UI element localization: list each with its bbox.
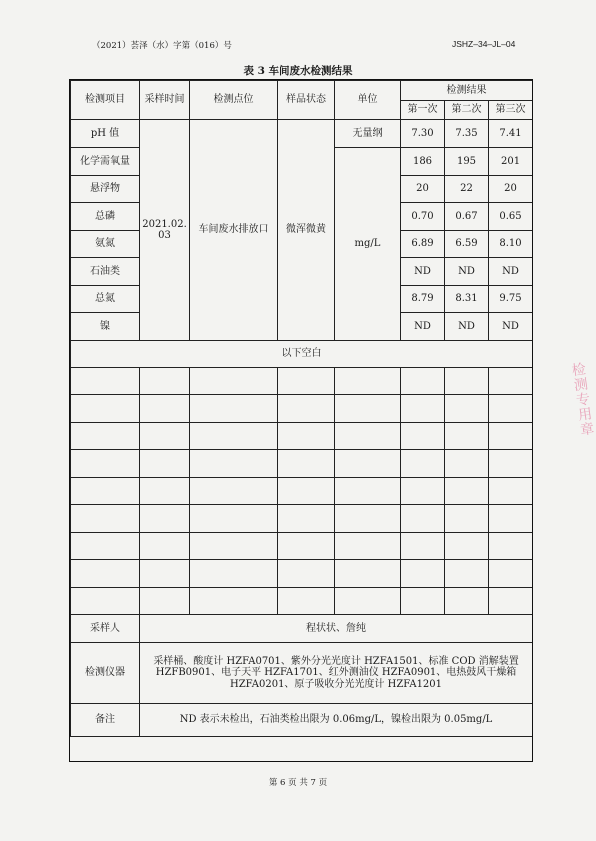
header-results: 检测结果 [401,81,533,101]
value-third: 9.75 [489,286,533,313]
header-third: 第三次 [489,101,533,120]
value-second: 0.67 [445,203,489,231]
header-item: 检测项目 [71,81,140,120]
value-third: ND [489,258,533,286]
sample-point: 车间废水排放口 [190,120,278,341]
sampler-label: 采样人 [71,615,140,643]
sample-time: 2021.02.03 [140,120,190,341]
empty-row [71,368,533,395]
document-number: （2021）荟泽（水）字第（016）号 [92,41,232,51]
empty-row [71,450,533,478]
empty-row [71,533,533,560]
row-item: 悬浮物 [71,176,140,203]
table-title: 表 3 车间废水检测结果 [243,65,353,77]
value-first: 8.79 [401,286,445,313]
value-first: 0.70 [401,203,445,231]
value-first: ND [401,258,445,286]
page-number: 第 6 页 共 7 页 [268,778,328,788]
value-first: 186 [401,148,445,176]
blank-below-note: 以下空白 [71,341,533,368]
seal-stamp: 检测专用章 [568,361,596,438]
value-second: 8.31 [445,286,489,313]
value-second: 6.59 [445,231,489,258]
value-first: 6.89 [401,231,445,258]
value-second: ND [445,258,489,286]
row-item: 氨氮 [71,231,140,258]
header-unit: 单位 [335,81,401,120]
value-first: ND [401,313,445,341]
form-code: JSHZ–34–JL–04 [452,39,516,49]
value-first: 20 [401,176,445,203]
unit-mgl: mg/L [335,148,401,341]
row-item: 总磷 [71,203,140,231]
value-second: 195 [445,148,489,176]
empty-row [71,505,533,533]
value-third: 201 [489,148,533,176]
value-third: 7.41 [489,120,533,148]
empty-row [71,478,533,505]
row-item: 化学需氧量 [71,148,140,176]
instrument-value: 采样桶、酸度计 HZFA0701、紫外分光光度计 HZFA1501、标准 COD 消解装置 HZFB0901、电子天平 HZFA1701、红外测油仪 HZFA0901、电热鼓风干燥箱 HZFA0201、原子吸收分光光度计 HZFA1201 [140,643,533,704]
header-second: 第二次 [445,101,489,120]
remark-label: 备注 [71,704,140,737]
empty-row [71,395,533,423]
header-sample-state: 样品状态 [278,81,335,120]
row-item: 镍 [71,313,140,341]
value-third: 20 [489,176,533,203]
value-second: 7.35 [445,120,489,148]
value-third: 8.10 [489,231,533,258]
empty-row [71,423,533,450]
header-point: 检测点位 [190,81,278,120]
row-item: 总氮 [71,286,140,313]
instrument-label: 检测仪器 [71,643,140,704]
row-item: pH 值 [71,120,140,148]
empty-row [71,588,533,615]
header-first: 第一次 [401,101,445,120]
value-first: 7.30 [401,120,445,148]
value-second: ND [445,313,489,341]
row-unit: 无量纲 [335,120,401,148]
header-sample-time: 采样时间 [140,81,190,120]
wastewater-results-table [70,80,533,737]
value-third: ND [489,313,533,341]
empty-row [71,560,533,588]
sample-state: 微浑微黄 [278,120,335,341]
row-item: 石油类 [71,258,140,286]
remark-value: ND 表示未检出，石油类检出限为 0.06mg/L，镍检出限为 0.05mg/L [140,704,533,737]
value-second: 22 [445,176,489,203]
value-third: 0.65 [489,203,533,231]
sampler-value: 程状状、詹纯 [140,615,533,643]
